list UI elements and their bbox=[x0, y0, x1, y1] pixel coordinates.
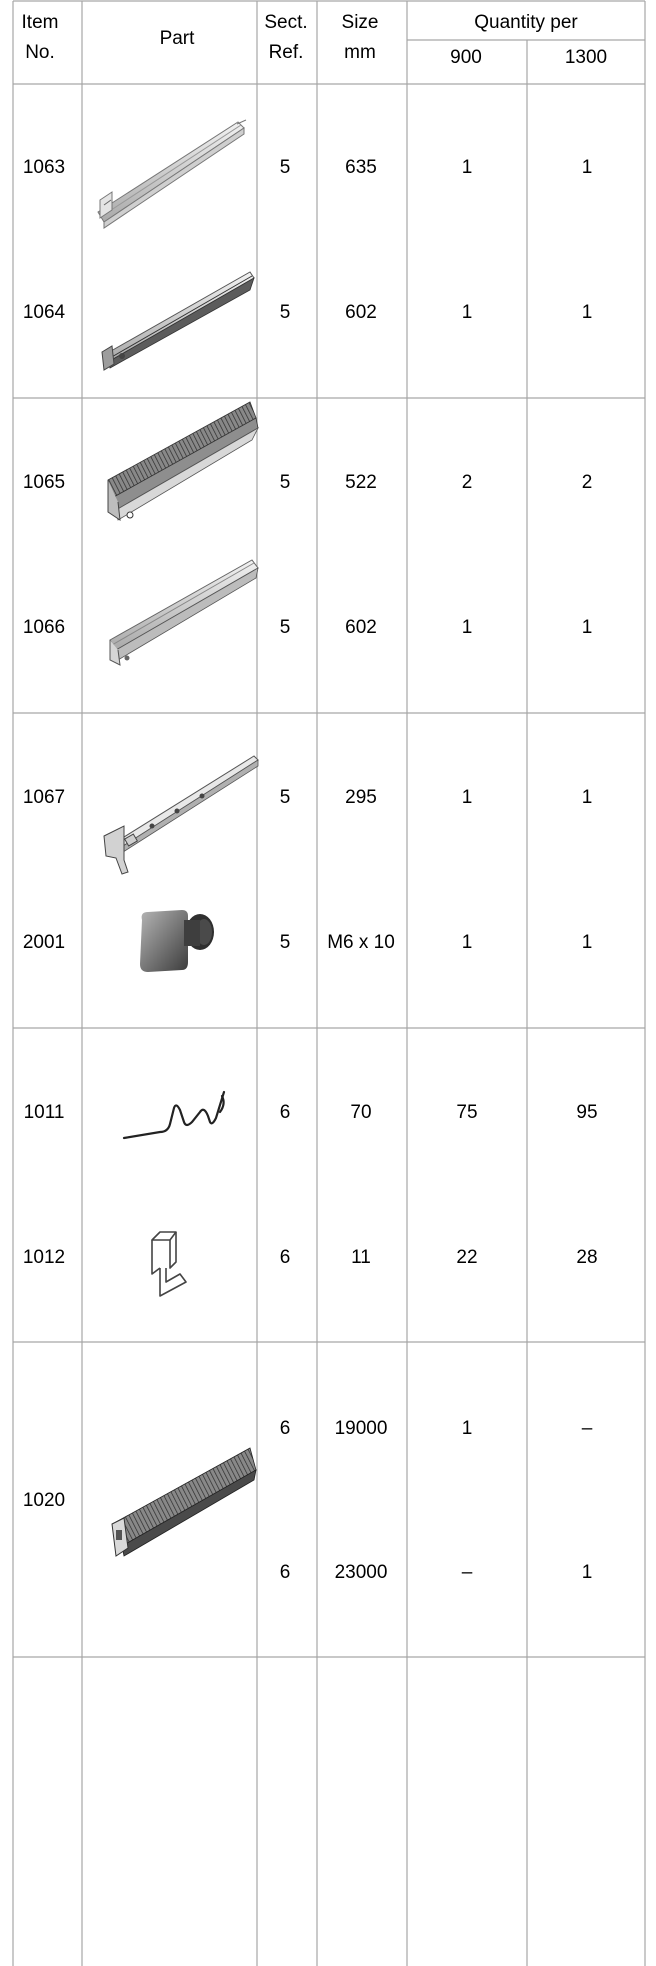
table-grid bbox=[13, 1, 645, 1966]
sect-ref: 5 bbox=[279, 157, 291, 178]
item-number: 1066 bbox=[22, 617, 66, 638]
qty-1300: 1 bbox=[581, 617, 593, 638]
item-1020-size-b: 23000 bbox=[334, 1562, 388, 1583]
size-mm: 602 bbox=[345, 302, 377, 323]
item-1020-number: 1020 bbox=[22, 1490, 66, 1511]
item-number: 1063 bbox=[22, 157, 66, 178]
qty-900: 1 bbox=[461, 617, 473, 638]
item-number: 1012 bbox=[22, 1247, 66, 1268]
header-item-no: Item No. bbox=[21, 12, 59, 63]
qty-900: 75 bbox=[456, 1102, 478, 1123]
item-number: 1011 bbox=[23, 1102, 65, 1123]
item-number: 1064 bbox=[22, 302, 66, 323]
brush-strip-rail-icon bbox=[108, 402, 258, 520]
item-1020-size-a: 19000 bbox=[334, 1418, 388, 1439]
size-mm: M6 x 10 bbox=[327, 932, 395, 953]
rail-channel-icon bbox=[98, 120, 246, 228]
end-cap-knob-icon bbox=[140, 910, 214, 972]
size-mm: 635 bbox=[345, 157, 377, 178]
table-row bbox=[23, 617, 592, 638]
parts-table bbox=[12, 0, 646, 1966]
qty-900: 1 bbox=[461, 932, 473, 953]
table-row bbox=[23, 787, 592, 808]
qty-900: 2 bbox=[461, 472, 473, 493]
item-number: 1065 bbox=[22, 472, 66, 493]
item-1020-qty1300-a: – bbox=[581, 1418, 593, 1439]
header-qty-1300: 1300 bbox=[564, 47, 608, 68]
item-1020-qty1300-b: 1 bbox=[581, 1562, 593, 1583]
header-qty-900: 900 bbox=[450, 47, 482, 68]
qty-1300: 1 bbox=[581, 932, 593, 953]
item-1020-qty900-b: – bbox=[461, 1562, 473, 1583]
qty-900: 22 bbox=[456, 1247, 478, 1268]
header-size: Size mm bbox=[341, 12, 379, 63]
size-mm: 11 bbox=[351, 1247, 371, 1268]
grooved-extrusion-icon bbox=[112, 1448, 256, 1556]
size-mm: 602 bbox=[345, 617, 377, 638]
qty-1300: 1 bbox=[581, 302, 593, 323]
item-number: 2001 bbox=[22, 932, 66, 953]
sect-ref: 6 bbox=[279, 1102, 291, 1123]
header-quantity-per: Quantity per bbox=[474, 12, 578, 33]
table-row bbox=[23, 1247, 598, 1268]
qty-1300: 95 bbox=[576, 1102, 598, 1123]
item-1020-sect-a: 6 bbox=[279, 1418, 291, 1439]
qty-900: 1 bbox=[461, 787, 473, 808]
sect-ref: 5 bbox=[279, 472, 291, 493]
item-1020-qty900-a: 1 bbox=[461, 1418, 473, 1439]
header-part: Part bbox=[159, 28, 195, 49]
wire-spring-clip-icon bbox=[124, 1092, 224, 1138]
z-clip-icon bbox=[152, 1232, 186, 1296]
drilled-bracket-bar-icon bbox=[104, 756, 258, 874]
table-row bbox=[24, 1102, 598, 1123]
qty-1300: 1 bbox=[581, 787, 593, 808]
sect-ref: 6 bbox=[279, 1247, 291, 1268]
qty-900: 1 bbox=[461, 157, 473, 178]
item-1020-sect-b: 6 bbox=[279, 1562, 291, 1583]
qty-900: 1 bbox=[461, 302, 473, 323]
header-sect-ref: Sect. Ref. bbox=[264, 12, 308, 63]
sect-ref: 5 bbox=[279, 932, 291, 953]
sect-ref: 5 bbox=[279, 302, 291, 323]
qty-1300: 2 bbox=[581, 472, 593, 493]
qty-1300: 1 bbox=[581, 157, 593, 178]
size-mm: 295 bbox=[345, 787, 377, 808]
size-mm: 70 bbox=[350, 1102, 372, 1123]
table-row bbox=[23, 302, 592, 323]
qty-1300: 28 bbox=[576, 1247, 598, 1268]
angled-rail-icon bbox=[102, 272, 254, 370]
table-row bbox=[23, 157, 592, 178]
sect-ref: 5 bbox=[279, 617, 291, 638]
flat-rail-icon bbox=[110, 560, 258, 665]
sect-ref: 5 bbox=[279, 787, 291, 808]
item-number: 1067 bbox=[22, 787, 66, 808]
size-mm: 522 bbox=[345, 472, 377, 493]
table-row bbox=[23, 932, 592, 953]
